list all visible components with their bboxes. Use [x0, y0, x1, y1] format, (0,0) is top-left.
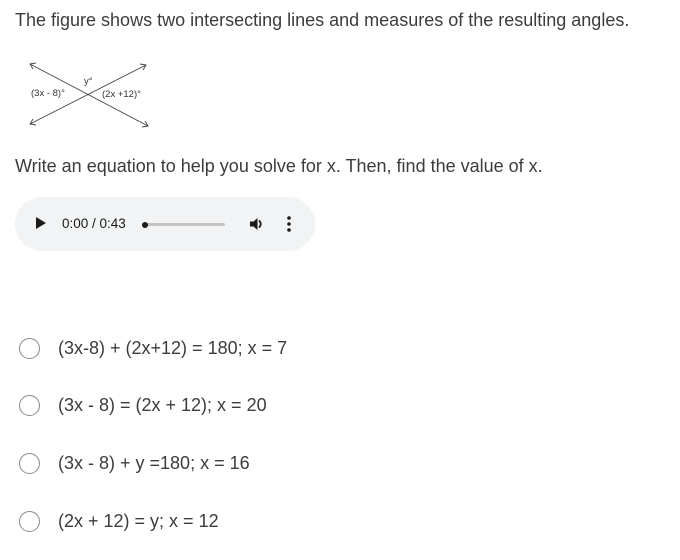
volume-icon-graphic: [247, 214, 267, 234]
audio-progress-thumb[interactable]: [142, 222, 148, 228]
more-vert-icon[interactable]: [283, 214, 295, 234]
intersecting-lines-figure: [24, 58, 160, 134]
answer-option-label: (3x - 8) + y =180; x = 16: [58, 453, 250, 473]
angle-label-right: (2x +12)°: [102, 89, 141, 100]
question-intro: The figure shows two intersecting lines and measures of the resulting angles.: [15, 10, 630, 30]
volume-icon[interactable]: [247, 214, 267, 234]
question-prompt: Write an equation to help you solve for x. Then, find the value of x.: [15, 156, 543, 176]
answer-option-label: (3x - 8) = (2x + 12); x = 20: [58, 395, 267, 415]
angle-label-top: y°: [84, 76, 93, 87]
audio-progress-slider[interactable]: [145, 223, 225, 226]
angle-label-left: (3x - 8)°: [31, 88, 65, 99]
answer-option-label: (2x + 12) = y; x = 12: [58, 511, 219, 531]
radio-button[interactable]: [19, 453, 40, 474]
audio-player: [15, 197, 315, 251]
radio-button[interactable]: [19, 338, 40, 359]
answer-option-label: (3x-8) + (2x+12) = 180; x = 7: [58, 338, 288, 358]
radio-button[interactable]: [19, 511, 40, 532]
audio-time: 0:00 / 0:43: [62, 216, 126, 231]
radio-button[interactable]: [19, 395, 40, 416]
play-icon[interactable]: [36, 217, 46, 229]
more-vert-icon-graphic: [283, 214, 295, 234]
